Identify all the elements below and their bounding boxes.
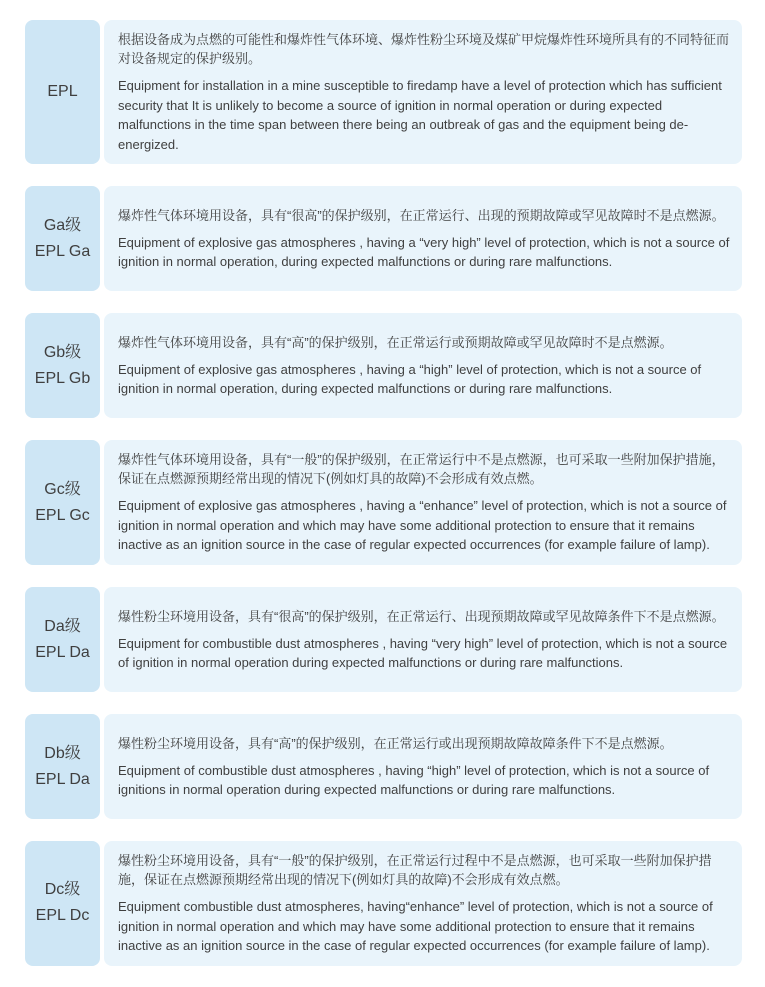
epl-da-label-box [25,587,100,692]
epl-gb-content-box [104,313,742,418]
epl-dc-chinese-description: 爆性粉尘环境用设备，具有“一般”的保护级别，在正常运行过程中不是点燃源，也可采取一些附加保护措施，保证在点燃源预期经常出现的情况下(例如灯具的故障)不会形成有效点燃。 [118,853,712,887]
epl-db-chinese-description: 爆性粉尘环境用设备，具有“高”的保护级别，在正常运行或出现预期故障故障条件下不是点燃源。 [118,735,673,751]
epl-gb-english-description: Equipment of explosive gas atmospheres , having a “high” level of protection, which is not a source of ignition in normal operation, during expected malfunctions or during rare malfunctions. [118,361,702,396]
epl-gb-chinese-description: 爆炸性气体环境用设备，具有“高”的保护级别，在正常运行或预期故障或罕见故障时不是点燃源。 [118,334,673,350]
row-epl-da [25,587,742,692]
row-epl-ga [25,186,742,291]
epl-da-english-description: Equipment for combustible dust atmospheres , having “very high” level of protection, which is not a source of ignition in normal operation during expected malfunctions or during rare malfunctions. [118,635,728,670]
epl-gc-chinese-description: 爆炸性气体环境用设备，具有“一般”的保护级别，在正常运行中不是点燃源，也可采取一些附加保护措施，保证在点燃源预期经常出现的情况下(例如灯具的故障)不会形成有效点燃。 [118,452,725,487]
epl-label-box [25,20,100,164]
epl-db-content-box [104,714,742,819]
epl-ga-chinese-description: 爆炸性气体环境用设备，具有“很高”的保护级别，在正常运行、出现的预期故障或罕见故障时不是点燃源。 [118,207,725,223]
epl-ga-label-box [25,186,100,291]
epl-db-label-line2: EPL Da [35,770,90,788]
epl-gb-label-line1: Gb级 [43,343,82,361]
epl-dc-english-description: Equipment combustible dust atmospheres, having“enhance” level of protection, which is not a source of ignition in normal operation and which may have some additional protection to ensure that it remains inactive as an ignition source in the case of regular expected occurrences (for example failure of lamp). [118,899,713,953]
epl-db-english-description: Equipment of combustible dust atmospheres , having “high” level of protection, which is not a source of ignitions in normal operation during expected malfunctions or during rare malfunctions. [118,762,710,797]
epl-da-label-line1: Da级 [44,617,81,635]
epl-da-label-line2: EPL Da [35,643,90,661]
epl-english-description: Equipment for installation in a mine susceptible to firedamp have a level of protection which has sufficient security that It is unlikely to become a source of ignition in normal operation or during expected malfunctions in the time span between there being an outbreak of gas and the equipment being de-energized. [118,78,722,152]
epl-gc-label-line1: Gc级 [44,480,81,498]
epl-ga-content-box [104,186,742,291]
epl-gc-content-box [104,440,742,565]
epl-gb-label-box [25,313,100,418]
epl-gc-english-description: Equipment of explosive gas atmospheres , having a “enhance” level of protection, which is not a source of ignition in normal operation and which may have some additional protection to ensure that it remains inactive as an ignition source in the case of regular expected occurrences (for example failure of lamp). [118,498,727,553]
epl-gb-label-line2: EPL Gb [34,369,91,387]
epl-chinese-description: 根据设备成为点燃的可能性和爆炸性气体环境、爆炸性粉尘环境及煤矿甲烷爆炸性环境所具有的不同特征而对设备规定的保护级别。 [118,32,730,66]
epl-gc-label-line2: EPL Gc [35,506,90,524]
epl-ga-english-description: Equipment of explosive gas atmospheres , having a “very high” level of protection, which is not a source of ignition in normal operation, during expected malfunctions or during rare malfunctions. [118,234,730,269]
epl-dc-label-line1: Dc级 [44,881,81,899]
row-epl [25,20,742,164]
epl-gc-label-box [25,440,100,565]
epl-dc-content-box [104,841,742,966]
epl-db-label-box [25,714,100,819]
epl-da-chinese-description: 爆性粉尘环境用设备，具有“很高”的保护级别，在正常运行、出现预期故障或罕见故障条件下不是点燃源。 [118,608,725,624]
row-epl-gb [25,313,742,418]
epl-content-box [104,20,742,164]
epl-da-content-box [104,587,742,692]
epl-label-line1: EPL [47,83,78,100]
epl-dc-label-box [25,841,100,966]
row-epl-gc [25,440,742,565]
row-epl-db [25,714,742,819]
epl-ga-label-line1: Ga级 [43,216,82,234]
row-epl-dc [25,841,742,966]
epl-db-label-line1: Db级 [44,744,81,762]
epl-dc-label-line2: EPL Dc [35,907,90,925]
epl-ga-label-line2: EPL Ga [34,242,91,260]
